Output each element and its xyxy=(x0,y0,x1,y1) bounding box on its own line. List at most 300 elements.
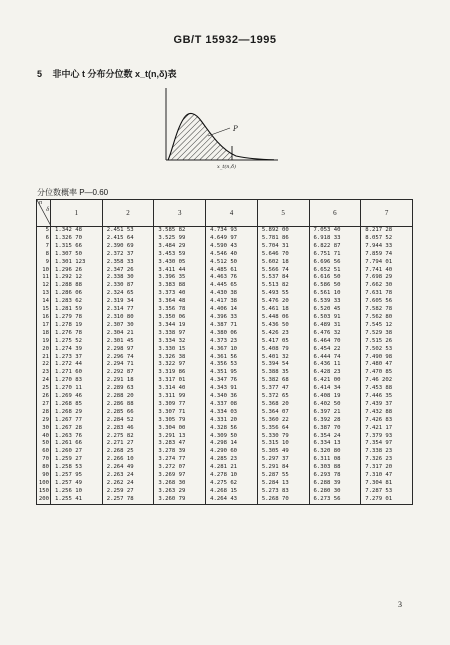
table-cell: 2.372 37 xyxy=(102,251,154,259)
table-cell: 6.751 71 xyxy=(309,251,361,259)
table-cell: 1.270 11 xyxy=(51,385,103,393)
table-cell: 1.288 88 xyxy=(51,282,103,290)
table-cell: 3.314 40 xyxy=(154,385,206,393)
corner-delta-label: δ xyxy=(46,207,49,213)
table-cell: 4.463 76 xyxy=(206,274,258,282)
table-cell: 5.646 70 xyxy=(257,251,309,259)
table-cell: 5.291 84 xyxy=(257,464,309,472)
table-cell: 8.057 52 xyxy=(361,235,413,243)
distribution-curve-graphic xyxy=(160,86,280,176)
table-cell: 7.662 30 xyxy=(361,282,413,290)
row-header-n: 90 xyxy=(37,472,51,480)
table-cell: 2.285 66 xyxy=(102,409,154,417)
table-row xyxy=(37,409,413,417)
table-cell: 2.275 82 xyxy=(102,433,154,441)
column-header: 6 xyxy=(309,200,361,227)
table-row xyxy=(37,235,413,243)
table-cell: 3.319 86 xyxy=(154,369,206,377)
table-cell: 1.342 48 xyxy=(51,227,103,235)
table-corner-cell xyxy=(37,200,51,227)
table-cell: 4.298 14 xyxy=(206,440,258,448)
table-cell: 3.260 79 xyxy=(154,496,206,504)
table-cell: 7.859 74 xyxy=(361,251,413,259)
table-cell: 4.546 40 xyxy=(206,251,258,259)
table-body xyxy=(37,227,413,505)
table-cell: 2.289 63 xyxy=(102,385,154,393)
table-cell: 1.272 44 xyxy=(51,361,103,369)
table-cell: 3.484 29 xyxy=(154,243,206,251)
table-cell: 1.258 53 xyxy=(51,464,103,472)
table-cell: 2.257 78 xyxy=(102,496,154,504)
table-cell: 1.256 10 xyxy=(51,488,103,496)
corner-n-label: n xyxy=(39,200,42,206)
table-cell: 7.338 23 xyxy=(361,448,413,456)
table-cell: 7.515 26 xyxy=(361,338,413,346)
table-cell: 5.461 18 xyxy=(257,306,309,314)
standard-header: GB/T 15932—1995 xyxy=(173,34,277,46)
table-cell: 2.283 46 xyxy=(102,425,154,433)
table-row xyxy=(37,259,413,267)
table-cell: 5.448 06 xyxy=(257,314,309,322)
table-cell: 7.529 38 xyxy=(361,330,413,338)
table-cell: 1.279 78 xyxy=(51,314,103,322)
quantile-table xyxy=(36,199,413,505)
table-cell: 6.561 10 xyxy=(309,290,361,298)
table-cell: 7.582 78 xyxy=(361,306,413,314)
table-cell: 3.430 05 xyxy=(154,259,206,267)
table-cell: 4.396 33 xyxy=(206,314,258,322)
table-row xyxy=(37,306,413,314)
table-cell: 7.310 47 xyxy=(361,472,413,480)
table-cell: 6.428 23 xyxy=(309,369,361,377)
row-header-n: 80 xyxy=(37,464,51,472)
table-cell: 2.324 65 xyxy=(102,290,154,298)
table-cell: 7.426 83 xyxy=(361,417,413,425)
table-cell: 3.411 44 xyxy=(154,267,206,275)
table-cell: 4.356 53 xyxy=(206,361,258,369)
table-cell: 1.263 76 xyxy=(51,433,103,441)
quantile-table-wrapper xyxy=(36,199,413,505)
table-cell: 3.356 78 xyxy=(154,306,206,314)
table-cell: 7.453 88 xyxy=(361,385,413,393)
table-cell: 4.485 61 xyxy=(206,267,258,275)
table-cell: 5.493 55 xyxy=(257,290,309,298)
table-cell: 6.334 13 xyxy=(309,440,361,448)
table-cell: 1.307 50 xyxy=(51,251,103,259)
table-row xyxy=(37,346,413,354)
table-cell: 6.392 28 xyxy=(309,417,361,425)
table-cell: 5.284 13 xyxy=(257,480,309,488)
table-cell: 7.545 12 xyxy=(361,322,413,330)
table-cell: 6.616 50 xyxy=(309,274,361,282)
table-cell: 7.354 97 xyxy=(361,440,413,448)
table-cell: 4.275 62 xyxy=(206,480,258,488)
table-cell: 3.373 40 xyxy=(154,290,206,298)
table-cell: 1.257 95 xyxy=(51,472,103,480)
table-cell: 2.262 24 xyxy=(102,480,154,488)
row-header-n: 26 xyxy=(37,393,51,401)
table-cell: 6.397 21 xyxy=(309,409,361,417)
table-cell: 5.537 84 xyxy=(257,274,309,282)
table-cell: 2.415 64 xyxy=(102,235,154,243)
table-cell: 6.421 00 xyxy=(309,377,361,385)
table-cell: 5.408 79 xyxy=(257,346,309,354)
table-cell: 6.408 19 xyxy=(309,393,361,401)
table-row xyxy=(37,448,413,456)
table-row xyxy=(37,274,413,282)
table-cell: 4.281 21 xyxy=(206,464,258,472)
table-row xyxy=(37,440,413,448)
table-cell: 5.401 32 xyxy=(257,354,309,362)
table-cell: 1.260 27 xyxy=(51,448,103,456)
table-cell: 4.649 97 xyxy=(206,235,258,243)
table-cell: 7.605 56 xyxy=(361,298,413,306)
table-cell: 5.305 49 xyxy=(257,448,309,456)
table-cell: 3.291 13 xyxy=(154,433,206,441)
table-cell: 4.278 10 xyxy=(206,472,258,480)
table-cell: 6.288 39 xyxy=(309,480,361,488)
table-cell: 4.590 43 xyxy=(206,243,258,251)
row-header-n: 24 xyxy=(37,377,51,385)
row-header-n: 14 xyxy=(37,298,51,306)
table-cell: 7.944 33 xyxy=(361,243,413,251)
row-header-n: 200 xyxy=(37,496,51,504)
table-cell: 7.794 01 xyxy=(361,259,413,267)
table-cell: 4.380 06 xyxy=(206,330,258,338)
figure-label-p: P xyxy=(233,125,238,133)
table-cell: 1.259 27 xyxy=(51,456,103,464)
table-cell: 4.512 50 xyxy=(206,259,258,267)
table-cell: 6.454 22 xyxy=(309,346,361,354)
table-cell: 2.390 69 xyxy=(102,243,154,251)
table-cell: 3.268 30 xyxy=(154,480,206,488)
table-cell: 6.539 33 xyxy=(309,298,361,306)
table-cell: 1.283 62 xyxy=(51,298,103,306)
shaded-area xyxy=(168,113,274,160)
table-row xyxy=(37,330,413,338)
table-cell: 6.311 08 xyxy=(309,456,361,464)
row-header-n: 150 xyxy=(37,488,51,496)
distribution-figure xyxy=(160,86,280,176)
table-cell: 7.502 53 xyxy=(361,346,413,354)
table-row xyxy=(37,401,413,409)
table-cell: 5.436 50 xyxy=(257,322,309,330)
table-row xyxy=(37,227,413,235)
table-cell: 4.290 60 xyxy=(206,448,258,456)
table-cell: 6.402 50 xyxy=(309,401,361,409)
table-cell: 6.303 88 xyxy=(309,464,361,472)
table-cell: 2.266 10 xyxy=(102,456,154,464)
row-header-n: 18 xyxy=(37,330,51,338)
table-cell: 1.326 70 xyxy=(51,235,103,243)
row-header-n: 10 xyxy=(37,267,51,275)
table-cell: 4.334 03 xyxy=(206,409,258,417)
table-cell: 6.320 80 xyxy=(309,448,361,456)
table-cell: 6.464 70 xyxy=(309,338,361,346)
table-cell: 4.406 14 xyxy=(206,306,258,314)
table-cell: 3.274 77 xyxy=(154,456,206,464)
table-row xyxy=(37,425,413,433)
table-cell: 5.781 86 xyxy=(257,235,309,243)
table-cell: 2.288 20 xyxy=(102,393,154,401)
table-cell: 4.430 38 xyxy=(206,290,258,298)
row-header-n: 22 xyxy=(37,361,51,369)
table-cell: 4.337 08 xyxy=(206,401,258,409)
row-header-n: 70 xyxy=(37,456,51,464)
table-row xyxy=(37,251,413,259)
table-cell: 5.368 20 xyxy=(257,401,309,409)
table-cell: 3.263 29 xyxy=(154,488,206,496)
table-cell: 6.414 34 xyxy=(309,385,361,393)
row-header-n: 17 xyxy=(37,322,51,330)
table-cell: 2.294 71 xyxy=(102,361,154,369)
table-cell: 2.338 30 xyxy=(102,274,154,282)
table-cell: 6.387 70 xyxy=(309,425,361,433)
row-header-n: 19 xyxy=(37,338,51,346)
table-cell: 7.053 40 xyxy=(309,227,361,235)
table-cell: 5.513 82 xyxy=(257,282,309,290)
table-cell: 2.314 77 xyxy=(102,306,154,314)
table-cell: 1.296 26 xyxy=(51,267,103,275)
table-cell: 4.309 50 xyxy=(206,433,258,441)
table-row xyxy=(37,314,413,322)
table-cell: 7.490 98 xyxy=(361,354,413,362)
table-cell: 7.279 01 xyxy=(361,496,413,504)
row-header-n: 6 xyxy=(37,235,51,243)
table-cell: 7.446 35 xyxy=(361,393,413,401)
row-header-n: 11 xyxy=(37,274,51,282)
table-cell: 5.426 23 xyxy=(257,330,309,338)
table-cell: 2.264 49 xyxy=(102,464,154,472)
table-cell: 8.217 28 xyxy=(361,227,413,235)
table-cell: 3.383 88 xyxy=(154,282,206,290)
table-cell: 3.311 99 xyxy=(154,393,206,401)
row-header-n: 16 xyxy=(37,314,51,322)
table-cell: 2.271 27 xyxy=(102,440,154,448)
table-cell: 5.315 10 xyxy=(257,440,309,448)
row-header-n: 23 xyxy=(37,369,51,377)
table-cell: 6.476 32 xyxy=(309,330,361,338)
table-cell: 7.741 40 xyxy=(361,267,413,275)
table-cell: 4.264 43 xyxy=(206,496,258,504)
table-cell: 6.520 45 xyxy=(309,306,361,314)
table-cell: 3.322 97 xyxy=(154,361,206,369)
table-cell: 2.298 97 xyxy=(102,346,154,354)
table-cell: 7.562 80 xyxy=(361,314,413,322)
table-cell: 3.305 79 xyxy=(154,417,206,425)
table-row xyxy=(37,464,413,472)
table-cell: 1.268 85 xyxy=(51,401,103,409)
table-cell: 4.347 76 xyxy=(206,377,258,385)
column-header: 3 xyxy=(154,200,206,227)
table-row xyxy=(37,369,413,377)
table-cell: 2.347 26 xyxy=(102,267,154,275)
table-cell: 6.436 11 xyxy=(309,361,361,369)
table-cell: 6.586 50 xyxy=(309,282,361,290)
table-row xyxy=(37,385,413,393)
table-cell: 4.285 23 xyxy=(206,456,258,464)
column-header: 4 xyxy=(206,200,258,227)
table-cell: 3.585 82 xyxy=(154,227,206,235)
table-cell: 7.317 20 xyxy=(361,464,413,472)
table-cell: 1.286 06 xyxy=(51,290,103,298)
table-cell: 4.340 36 xyxy=(206,393,258,401)
table-cell: 2.292 87 xyxy=(102,369,154,377)
section-title-text: 非中心 t 分布分位数 x_t(n,δ)表 xyxy=(52,69,177,79)
table-cell: 4.328 56 xyxy=(206,425,258,433)
table-cell: 7.432 88 xyxy=(361,409,413,417)
table-cell: 1.274 39 xyxy=(51,346,103,354)
table-cell: 1.268 29 xyxy=(51,409,103,417)
column-header: 5 xyxy=(257,200,309,227)
table-cell: 1.271 60 xyxy=(51,369,103,377)
table-cell: 5.377 47 xyxy=(257,385,309,393)
table-caption: 分位数概率 P—0.60 xyxy=(37,188,109,197)
table-row xyxy=(37,338,413,346)
table-cell: 7.304 81 xyxy=(361,480,413,488)
table-cell: 3.344 19 xyxy=(154,322,206,330)
table-cell: 6.503 91 xyxy=(309,314,361,322)
table-row xyxy=(37,282,413,290)
table-cell: 5.330 79 xyxy=(257,433,309,441)
table-cell: 3.396 35 xyxy=(154,274,206,282)
table-cell: 4.268 15 xyxy=(206,488,258,496)
table-cell: 6.273 56 xyxy=(309,496,361,504)
table-cell: 1.278 19 xyxy=(51,322,103,330)
table-cell: 1.267 77 xyxy=(51,417,103,425)
table-header-row xyxy=(37,200,413,227)
table-row xyxy=(37,354,413,362)
table-cell: 6.918 33 xyxy=(309,235,361,243)
table-cell: 3.269 97 xyxy=(154,472,206,480)
table-cell: 4.417 38 xyxy=(206,298,258,306)
table-cell: 5.287 55 xyxy=(257,472,309,480)
table-cell: 2.451 53 xyxy=(102,227,154,235)
table-cell: 3.309 77 xyxy=(154,401,206,409)
table-cell: 7.326 23 xyxy=(361,456,413,464)
table-cell: 5.602 18 xyxy=(257,259,309,267)
table-cell: 6.489 31 xyxy=(309,322,361,330)
section-number: 5 xyxy=(37,69,43,79)
table-cell: 1.270 83 xyxy=(51,377,103,385)
table-cell: 5.268 70 xyxy=(257,496,309,504)
table-cell: 7.46 202 xyxy=(361,377,413,385)
table-cell: 2.268 25 xyxy=(102,448,154,456)
table-cell: 3.283 47 xyxy=(154,440,206,448)
table-cell: 5.704 31 xyxy=(257,243,309,251)
table-cell: 2.286 88 xyxy=(102,401,154,409)
row-header-n: 5 xyxy=(37,227,51,235)
table-cell: 5.476 20 xyxy=(257,298,309,306)
table-cell: 7.421 17 xyxy=(361,425,413,433)
table-cell: 6.696 56 xyxy=(309,259,361,267)
row-header-n: 13 xyxy=(37,290,51,298)
page-number: 3 xyxy=(398,600,402,609)
table-row xyxy=(37,472,413,480)
row-header-n: 7 xyxy=(37,243,51,251)
table-cell: 3.364 48 xyxy=(154,298,206,306)
column-header: 7 xyxy=(361,200,413,227)
table-cell: 3.278 39 xyxy=(154,448,206,456)
table-cell: 1.301 123 xyxy=(51,259,103,267)
table-cell: 4.331 20 xyxy=(206,417,258,425)
table-cell: 1.315 66 xyxy=(51,243,103,251)
table-cell: 7.631 78 xyxy=(361,290,413,298)
row-header-n: 20 xyxy=(37,346,51,354)
table-row xyxy=(37,361,413,369)
table-cell: 3.307 71 xyxy=(154,409,206,417)
table-cell: 1.269 46 xyxy=(51,393,103,401)
row-header-n: 8 xyxy=(37,251,51,259)
table-cell: 3.453 59 xyxy=(154,251,206,259)
table-cell: 1.292 12 xyxy=(51,274,103,282)
table-cell: 2.304 21 xyxy=(102,330,154,338)
row-header-n: 50 xyxy=(37,440,51,448)
table-cell: 5.273 83 xyxy=(257,488,309,496)
table-cell: 6.444 74 xyxy=(309,354,361,362)
table-cell: 4.343 91 xyxy=(206,385,258,393)
table-cell: 1.276 78 xyxy=(51,330,103,338)
table-row xyxy=(37,496,413,504)
table-cell: 4.367 10 xyxy=(206,346,258,354)
table-cell: 5.356 64 xyxy=(257,425,309,433)
table-cell: 5.417 05 xyxy=(257,338,309,346)
table-row xyxy=(37,456,413,464)
table-cell: 7.379 93 xyxy=(361,433,413,441)
row-header-n: 12 xyxy=(37,282,51,290)
table-cell: 4.361 56 xyxy=(206,354,258,362)
table-cell: 1.261 66 xyxy=(51,440,103,448)
row-header-n: 40 xyxy=(37,433,51,441)
row-header-n: 60 xyxy=(37,448,51,456)
table-cell: 6.652 51 xyxy=(309,267,361,275)
table-row xyxy=(37,488,413,496)
table-cell: 5.297 37 xyxy=(257,456,309,464)
row-header-n: 15 xyxy=(37,306,51,314)
row-header-n: 25 xyxy=(37,385,51,393)
section-title xyxy=(37,67,177,80)
table-cell: 2.301 45 xyxy=(102,338,154,346)
row-header-n: 21 xyxy=(37,354,51,362)
table-cell: 3.330 15 xyxy=(154,346,206,354)
table-cell: 6.280 30 xyxy=(309,488,361,496)
table-cell: 2.319 34 xyxy=(102,298,154,306)
table-cell: 1.257 49 xyxy=(51,480,103,488)
table-cell: 5.372 65 xyxy=(257,393,309,401)
table-cell: 4.351 95 xyxy=(206,369,258,377)
table-cell: 7.480 47 xyxy=(361,361,413,369)
table-cell: 5.566 74 xyxy=(257,267,309,275)
table-row xyxy=(37,290,413,298)
table-cell: 2.310 80 xyxy=(102,314,154,322)
table-cell: 5.892 00 xyxy=(257,227,309,235)
row-header-n: 29 xyxy=(37,417,51,425)
table-cell: 5.394 54 xyxy=(257,361,309,369)
table-cell: 3.338 97 xyxy=(154,330,206,338)
table-cell: 2.284 52 xyxy=(102,417,154,425)
table-cell: 1.267 28 xyxy=(51,425,103,433)
column-header: 2 xyxy=(102,200,154,227)
table-cell: 7.439 37 xyxy=(361,401,413,409)
table-cell: 7.470 85 xyxy=(361,369,413,377)
row-header-n: 100 xyxy=(37,480,51,488)
table-cell: 5.382 68 xyxy=(257,377,309,385)
table-cell: 4.445 65 xyxy=(206,282,258,290)
table-cell: 3.350 06 xyxy=(154,314,206,322)
table-cell: 2.358 33 xyxy=(102,259,154,267)
table-cell: 4.373 23 xyxy=(206,338,258,346)
table-cell: 3.272 07 xyxy=(154,464,206,472)
